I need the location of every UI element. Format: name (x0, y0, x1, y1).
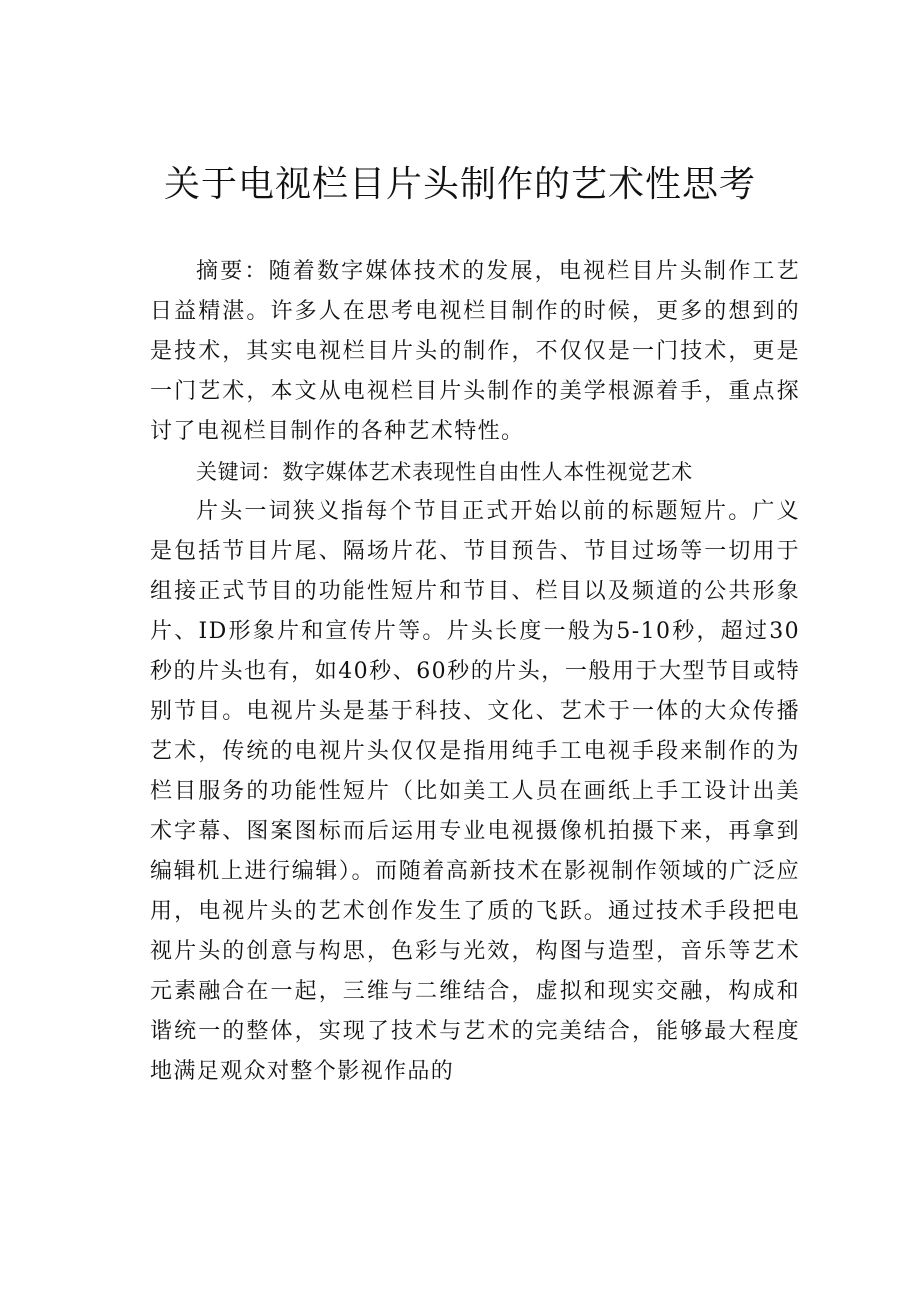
keywords-line: 关键词：数字媒体艺术表现性自由性人本性视觉艺术 (196, 460, 693, 484)
body-paragraph: 片头一词狭义指每个节目正式开始以前的标题短片。广义是包括节目片尾、隔场片花、节目预告、节目过场等一切用于组接正式节目的功能性短片和节目、栏目以及频道的公共形象片、ID形象片和宣传片等。片头长度一般为5-10秒，超过30秒的片头也有，如40秒、60秒的片头，一般用于大型节目或特别节目。电视片头是基于科技、文化、艺术于一体的大众传播艺术，传统的电视片头仅仅是指用纯手工电视手段来制作的为栏目服务的功能性短片（比如美工人员在画纸上手工设计出美术字幕、图案图标而后运用专业电视摄像机拍摄下来，再拿到编辑机上进行编辑）。而随着高新技术在影视制作领域的广泛应用，电视片头的艺术创作发生了质的飞跃。通过技术手段把电视片头的创意与构思，色彩与光效，构图与造型，音乐等艺术元素融合在一起，三维与二维结合，虚拟和现实交融，构成和谐统一的整体，实现了技术与艺术的完美结合，能够最大程度地满足观众对整个影视作品的 (150, 499, 800, 1084)
document-body (150, 252, 800, 1092)
abstract-paragraph: 摘要：随着数字媒体技术的发展，电视栏目片头制作工艺日益精湛。许多人在思考电视栏目制作的时候，更多的想到的是技术，其实电视栏目片头的制作，不仅仅是一门技术，更是一门艺术，本文从电视栏目片头制作的美学根源着手，重点探讨了电视栏目制作的各种艺术特性。 (150, 259, 800, 444)
document-title: 关于电视栏目片头制作的艺术性思考 (163, 164, 756, 205)
